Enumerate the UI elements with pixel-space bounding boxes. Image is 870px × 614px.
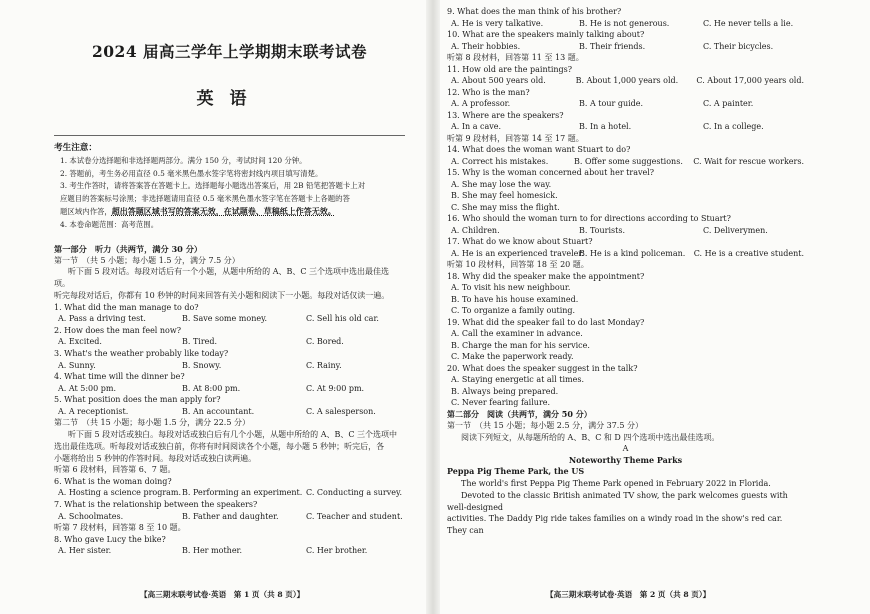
options-1	[58, 313, 405, 325]
question-18: 18. Why did the speaker make the appointment?	[447, 271, 645, 281]
option: B. An accountant.	[182, 406, 255, 416]
option: A. A professor.	[451, 99, 511, 108]
passage-line: Devoted to the classic British animated TV show, the park welcomes guests with well-designed	[447, 490, 788, 512]
notice-line: 1. 本试卷分选择题和非选择题两部分。满分 150 分，考试时间 120 分钟。	[60, 156, 307, 165]
options-6	[58, 487, 405, 499]
notice-heading: 考生注意：	[54, 143, 97, 153]
question-17: 17. What do we know about Stuart?	[447, 237, 593, 246]
options-19	[451, 328, 804, 363]
page-2	[435, 0, 870, 614]
park-name: Peppa Pig Theme Park, the US	[447, 466, 585, 477]
section1-heading: 第一节 （共 5 小题；每小题 1.5 分，满分 7.5 分）	[54, 255, 240, 265]
option: C. To organize a family outing.	[451, 306, 576, 315]
option: A. Call the examiner in advance.	[451, 329, 583, 338]
option: A. Sunny.	[58, 360, 96, 370]
part1-heading: 第一部分 听力（共两节，满分 30 分）	[54, 243, 203, 254]
options-10	[451, 41, 804, 53]
option: A. Pass a driving test.	[58, 314, 146, 324]
page-2-footer: 【高三期末联考试卷·英语 第 2 页（共 8 页）】	[546, 590, 711, 599]
option: A. Correct his mistakes.	[451, 156, 549, 166]
question-15: 15. Why is the woman concerned about her travel?	[447, 168, 655, 177]
options-18	[451, 282, 804, 317]
option: B. Snowy.	[182, 360, 222, 370]
part2-instructions: 阅读下列短文，从每题所给的 A、B、C 和 D 四个选项中选出最佳选项。	[461, 432, 720, 442]
question-11: 11. How old are the paintings?	[447, 64, 573, 74]
notice-line: 2. 答题前，考生务必用直径 0.5 毫米黑色墨水签字笔将密封线内项目填写清楚。	[60, 168, 323, 178]
option: B. Always being prepared.	[451, 386, 559, 396]
question-16: 16. Who should the woman turn to for directions according to Stuart?	[447, 214, 731, 223]
question-4: 4. What time will the dinner be?	[54, 372, 185, 382]
option: B. In a hotel.	[579, 122, 632, 131]
option: B. Tired.	[182, 337, 218, 347]
option: B. To have his house examined.	[451, 294, 579, 304]
question-14: 14. What does the woman want Stuart to do?	[447, 145, 631, 154]
section1-instructions: 听下面 5 段对话。每段对话后有一个小题，从题中所给的 A、B、C 三个选项中选出最佳选项。	[54, 267, 390, 289]
notice-line	[60, 205, 405, 219]
question-3: 3. What's the weather probably like today?	[54, 348, 229, 358]
option: A. He is very talkative.	[451, 18, 544, 28]
option: C. She may miss the flight.	[451, 202, 560, 212]
section1-instructions: 听完每段对话后，你都有 10 秒钟的时间来回答有关小题和阅读下一小题。每段对话仅读一遍。	[54, 290, 390, 300]
option: A. About 500 years old.	[451, 76, 546, 85]
question-20: 20. What does the speaker suggest in the talk?	[447, 363, 638, 373]
question-1: 1. What did the man manage to do?	[54, 302, 199, 312]
option: A. Schoolmates.	[58, 511, 124, 521]
option: A. Her sister.	[58, 546, 112, 556]
option: C. Make the paperwork ready.	[451, 352, 574, 361]
page-1-footer: 【高三期末联考试卷·英语 第 1 页（共 8 页）】	[140, 590, 305, 599]
option: C. Conducting a survey.	[306, 488, 403, 498]
option: A. At 5:00 pm.	[58, 383, 117, 393]
option: B. He is not generous.	[579, 18, 670, 28]
question-8: 8. Who gave Lucy the bike?	[54, 534, 166, 544]
question-2: 2. How does the man feel now?	[54, 325, 182, 335]
notice-line: 3. 考生作答时，请将答案答在答题卡上。选择题每小题选出答案后，用 2B 铅笔把答题卡上对	[60, 181, 366, 191]
option: C. He is a creative student.	[693, 248, 804, 258]
option: C. At 9:00 pm.	[306, 383, 365, 393]
material-note: 听第 6 段材料，回答第 6、7 题。	[54, 465, 176, 475]
divider	[54, 135, 405, 136]
question-10: 10. What are the speakers mainly talking about?	[447, 30, 645, 39]
option: C. He never tells a lie.	[703, 18, 794, 28]
options-16	[451, 225, 804, 237]
options-13	[451, 121, 804, 133]
option: A. Hosting a science program.	[58, 488, 182, 498]
options-5	[58, 406, 405, 418]
option: A. Their hobbies.	[451, 41, 521, 51]
notice-emphasis: 超出答题区域书写的答案无效，在试题卷、草稿纸上作答无效。	[111, 206, 336, 217]
option: B. Offer some suggestions.	[574, 156, 683, 166]
option: C. A salesperson.	[306, 406, 376, 416]
options-2	[58, 336, 405, 348]
passage-title: Noteworthy Theme Parks	[568, 454, 683, 465]
option: B. A tour guide.	[579, 99, 644, 108]
section2-heading: 第二节 （共 15 小题；每小题 1.5 分，满分 22.5 分）	[54, 418, 250, 428]
option: C. Their bicycles.	[703, 41, 774, 51]
option: C. In a college.	[703, 122, 764, 131]
option: B. She may feel homesick.	[451, 191, 558, 200]
options-4	[58, 383, 405, 395]
part2-heading: 第二部分 阅读（共两节，满分 50 分）	[447, 408, 592, 419]
option: A. A receptionist.	[58, 406, 129, 416]
option: A. She may lose the way.	[451, 179, 552, 189]
option: A. Excited.	[58, 337, 102, 347]
notice-line-prefix: 题区域内作答，	[60, 207, 112, 217]
question-9: 9. What does the man think of his brother?	[447, 7, 622, 16]
question-12: 12. Who is the man?	[447, 87, 530, 97]
options-15	[451, 179, 804, 214]
material-note: 听第 8 段材料，回答第 11 至 13 题。	[447, 53, 584, 62]
options-17	[451, 248, 804, 260]
option: B. Their friends.	[579, 41, 646, 51]
question-7: 7. What is the relationship between the speakers?	[54, 500, 258, 510]
option: C. Rainy.	[306, 360, 342, 370]
option: C. A painter.	[703, 99, 754, 108]
option: C. Sell his old car.	[306, 314, 379, 324]
section2-instructions: 听下面 5 段对话或独白。每段对话或独白后有几个小题，从题中所给的 A、B、C 三个选项中	[68, 430, 398, 440]
option: C. Bored.	[306, 337, 344, 347]
exam-title: 2024 届高三学年上学期期末联考试卷	[91, 42, 368, 61]
passage-line: activities. The Daddy Pig ride takes families on a windy road in the show's red car. They can	[447, 514, 783, 535]
option: A. Children.	[451, 225, 500, 235]
option: A. In a cave.	[451, 122, 502, 131]
material-note: 听第 9 段材料，回答第 14 至 17 题。	[447, 133, 584, 143]
option: A. Staying energetic at all times.	[451, 375, 585, 384]
subject-title: 英语	[196, 89, 263, 109]
option: B. He is a kind policeman.	[579, 248, 686, 258]
option: A. To visit his new neighbour.	[451, 283, 571, 292]
question-5: 5. What position does the man apply for?	[54, 395, 221, 405]
option: B. About 1,000 years old.	[575, 76, 679, 85]
option: C. Wait for rescue workers.	[693, 156, 804, 166]
option: C. Never fearing failure.	[451, 398, 551, 407]
options-9	[451, 18, 804, 30]
options-20	[451, 374, 804, 409]
page-gutter	[426, 0, 440, 614]
passage-letter: A	[622, 444, 629, 454]
option: B. At 8:00 pm.	[182, 383, 241, 393]
option: B. Save some money.	[182, 314, 268, 324]
material-note: 听第 10 段材料，回答第 18 至 20 题。	[447, 260, 589, 269]
section2-instructions: 小题将给出 5 秒钟的作答时间。每段对话或独白读两遍。	[54, 453, 257, 463]
question-19: 19. What did the speaker fail to do last Monday?	[447, 317, 645, 327]
option: C. Teacher and student.	[306, 511, 403, 521]
options-14	[451, 156, 804, 168]
question-6: 6. What is the woman doing?	[54, 476, 172, 486]
option: C. About 17,000 years old.	[696, 76, 804, 85]
question-13: 13. Where are the speakers?	[447, 110, 564, 120]
option: C. Her brother.	[306, 546, 368, 556]
passage-line: The world's first Peppa Pig Theme Park opened in February 2022 in Florida.	[461, 478, 771, 488]
option: B. Charge the man for his service.	[451, 340, 590, 350]
option: A. He is an experienced traveler.	[451, 248, 584, 258]
options-11	[451, 75, 804, 87]
option: C. Deliverymen.	[703, 225, 768, 235]
options-3	[58, 360, 405, 372]
material-note: 听第 7 段材料，回答第 8 至 10 题。	[54, 523, 186, 533]
option: B. Her mother.	[182, 546, 243, 556]
options-12	[451, 98, 804, 110]
section2-instructions: 选出最佳选项。听每段对话或独白前，你将有时间阅读各个小题，每小题 5 秒钟；听完后，各	[54, 442, 385, 452]
notice-line: 应题目的答案标号涂黑；非选择题请用直径 0.5 毫米黑色墨水签字笔在答题卡上各题的答	[60, 193, 350, 203]
notice-line: 4. 本卷命题范围：高考范围。	[60, 219, 159, 229]
part2-section1-heading: 第一节 （共 15 小题；每小题 2.5 分，满分 37.5 分）	[447, 421, 643, 430]
option: B. Tourists.	[579, 225, 625, 235]
option: B. Performing an experiment.	[182, 488, 303, 498]
page-2-content	[447, 6, 804, 536]
options-7	[58, 511, 405, 523]
options-8	[58, 545, 405, 557]
option: B. Father and daughter.	[182, 511, 279, 521]
notice-block	[54, 155, 405, 232]
